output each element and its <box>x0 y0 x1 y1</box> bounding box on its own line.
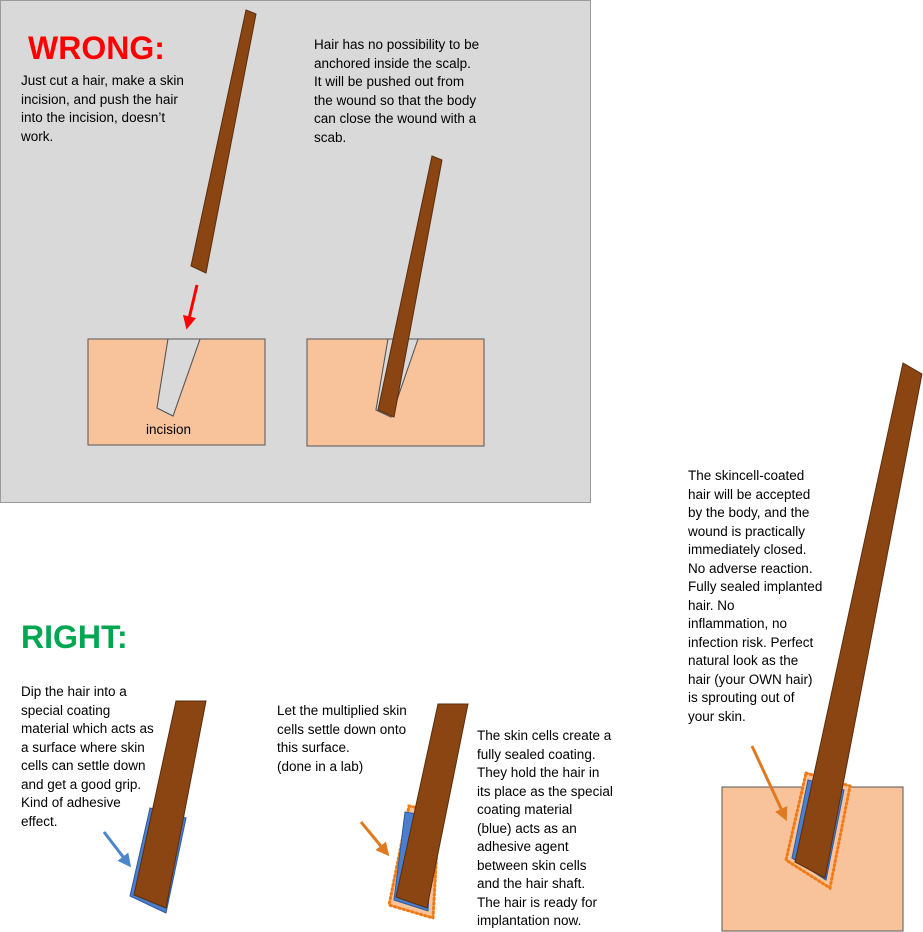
right-step4-text: The skincell-coated hair will be accepted by the body, and the wound is practically immediately closed. No adverse reaction. Fully sealed implanted hair. No inflammation, no infection risk. Perfect natural look as the hair (your OWN hair) is sprouting out of your skin. <box>688 468 823 724</box>
red-arrow-icon <box>188 285 197 323</box>
right-step3-text: The skin cells create a fully sealed coating. They hold the hair in its place as the special coating material (blue) acts as an adhesive agent between skin cells and the hair shaft. The hair is ready for implantation now. <box>477 728 613 928</box>
wrong-step1-text: Just cut a hair, make a skin incision, and push the hair into the incision, doesn’t work. <box>21 73 184 144</box>
right-step2-text: Let the multiplied skin cells settle down onto this surface. (done in a lab) <box>277 703 407 774</box>
right-step1-text: Dip the hair into a special coating material which acts as a surface where skin cells can settle down and get a good grip. Kind of adhesive effect. <box>21 684 154 829</box>
hair-shaft-falling <box>191 10 256 273</box>
right-heading: RIGHT: <box>21 619 128 655</box>
wrong-heading: WRONG: <box>28 30 165 66</box>
blue-arrow-icon <box>104 832 127 862</box>
incision-label: incision <box>146 422 192 437</box>
wrong-step2-text: Hair has no possibility to be anchored inside the scalp. It will be pushed out from the wound so that the body can close the wound with a scab. <box>314 37 480 145</box>
orange-arrow-icon <box>361 822 385 851</box>
